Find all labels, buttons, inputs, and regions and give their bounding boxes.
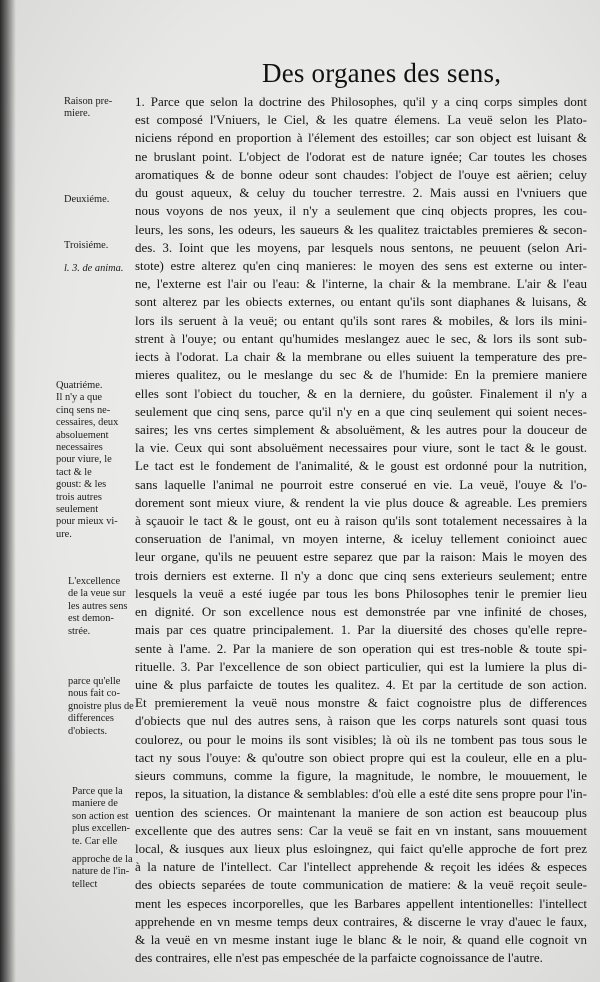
margin-note-line: differences — [68, 713, 114, 725]
binding-shadow — [0, 0, 16, 982]
text-line: lors ils seruent à la veuë; ou entant qu'ils sont rares & mobiles, & lors ils mini- — [135, 312, 587, 328]
margin-note-line: parce qu'elle — [68, 676, 121, 687]
margin-note-3 — [64, 240, 108, 252]
margin-note-line: Parce que la — [72, 786, 123, 797]
margin-note-line: pour mieux vi- — [56, 516, 118, 528]
margin-note-line: L'excellence — [68, 576, 121, 587]
margin-note-line: miere. — [64, 108, 91, 120]
text-line: coulorez, ou pour le moins ils sont visibles; là où ils ne tombent pas tous sous le — [135, 731, 587, 747]
margin-note-line: nature de l'in- — [72, 866, 130, 878]
margin-note-8 — [72, 786, 130, 848]
margin-note-line: seulement — [56, 504, 99, 516]
margin-note-line: maniere de — [72, 798, 118, 810]
margin-note-line: tact & le — [56, 466, 92, 478]
text-line: excellente que des autres sens: Car la veuë se fait en vn instant, sans mouuement — [135, 822, 587, 838]
margin-note-7 — [68, 676, 134, 738]
text-line: local, & iusques aux lieux plus esloingnez, qui faict qu'elle approche de fort prez — [135, 840, 587, 856]
margin-note-line: goust: & les — [56, 479, 107, 491]
margin-note-line: tellect — [72, 878, 98, 890]
text-line: ne bruslant point. L'object de l'odorat est de nature ignée; Car toutes les choses — [135, 148, 587, 164]
margin-note-1 — [64, 96, 112, 121]
text-line: d'obiects que nul des autres sens, à raison que les corps naturels sont quasi tous — [135, 713, 587, 729]
margin-note-line: trois autres — [56, 491, 102, 503]
margin-note-line: approche de la — [72, 854, 133, 865]
text-line: des. 3. Ioint que les moyens, par lesquels nous sentons, ne peuuent (selon Ari- — [135, 239, 587, 255]
text-line: sieurs communs, comme la figure, la magnitude, le nombre, le mouuement, le — [135, 768, 587, 784]
margin-note-line: l. 3. de anima. — [64, 263, 124, 274]
margin-note-line: cessaires, deux — [56, 417, 119, 429]
margin-note-line: les autres sens — [68, 600, 128, 612]
margin-note-line: necessaires — [56, 442, 103, 454]
margin-note-line: gnoistre plus de — [68, 700, 134, 712]
text-line: uine & plus parfaicte de toutes les qualitez. 4. Et par la certitude de son action. — [135, 677, 587, 692]
running-header: Des organes des sens, — [262, 58, 502, 88]
text-line: seulement que cinq sens, parce qu'il n'y en a que cinq seulement qui soient neces- — [135, 403, 587, 419]
margin-note-line: cinq sens ne- — [56, 404, 111, 416]
margin-note-6 — [68, 576, 127, 638]
margin-note-line: d'obiects. — [68, 725, 108, 737]
text-line: à sçauoir le tact & le goust, ont eu à raison qu'ils sont totalement necessaires à la — [135, 513, 587, 529]
margin-note-line: nous fait co- — [68, 688, 120, 700]
text-line: ment les especes incorporelles, que les Barbares appellent intentionelles: l'intellect — [135, 895, 587, 911]
margin-note-line: Il n'y a que — [56, 392, 103, 404]
margin-note-9 — [72, 854, 133, 891]
text-line: Et premierement la veuë nous monstre & faict cognoistre plus de differences — [135, 695, 587, 711]
text-line: lesquels la veuë a esté iugée par tous les bons Philosophes tenir le premier lieu — [135, 585, 587, 601]
text-line: nous voyons de nos yeux, il n'y a seulement que cinq objects propres, les cou- — [135, 203, 587, 219]
text-line: ne, l'externe est l'air ou l'eau: & l'interne, la chair & la membrane. L'air & l'eau — [135, 276, 587, 292]
margin-note-line: pour viure, le — [56, 454, 112, 466]
text-line: dorement sont mieux viure, & rendent la vie plus douce & agreable. Les premiers — [135, 494, 587, 510]
text-line: sente à l'ame. 2. Par la maniere de son operation qui est tres-noble & toute spi- — [135, 640, 587, 656]
margin-note-line: de la veue sur — [68, 588, 126, 600]
text-line: repos, la situation, la distance & semblables: d'où elle a esté dite sens propre pour l'in- — [135, 786, 587, 802]
text-line: sans laquelle l'animal ne pourroit estre conserué en vie. La veuë, l'ouye & l'o- — [135, 476, 587, 492]
text-line: trois derniers est externe. Il n'y a donc que cinq sens exterieurs seulement; entre — [135, 567, 587, 583]
text-line: aromatiques & de bonne odeur sont chaudes: l'object de l'ouye est aërien; celuy — [135, 166, 587, 182]
text-line: du goust aqueux, & celuy du toucher terrestre. 2. Mais aussi en l'vniuers que — [135, 185, 587, 201]
text-line: uention des sciences. Or maintenant la maniere de son action est beaucoup plus — [135, 804, 587, 820]
margin-note-line: plus excellen- — [72, 823, 130, 835]
main-text-block — [135, 93, 587, 968]
text-line: strent à l'ouye; ou entant qu'humides meslangez auec le sec, & lors ils sont sub- — [135, 330, 587, 346]
margin-note-5 — [56, 380, 118, 541]
margin-note-line: absoluement — [56, 429, 109, 441]
text-line: tact ny sous l'ouye: & qu'outre son obiect propre qui est la couleur, elle en a plu- — [135, 749, 587, 765]
margin-note-line: te. Car elle — [72, 835, 118, 847]
margin-note-line: son action est — [72, 810, 129, 822]
text-line: sont alterez par les obiects externes, ou entant qu'ils sont diaphanes & luisans, & — [135, 294, 587, 310]
text-line: des obiects separées de toute communication de matiere: & la veuë reçoit seule- — [135, 877, 587, 893]
text-line: conseruation de l'animal, vn moyen interne, & iceluy tellement conioinct auec — [135, 531, 587, 547]
margin-note-2 — [64, 194, 109, 206]
text-line: iects à l'odorat. La chair & la membrane ou elles suiuent la temperature des pre- — [135, 349, 587, 365]
margin-note-line: Deuxiéme. — [64, 194, 110, 205]
text-line: elles sont l'obiect du toucher, & en la derniere, du goûster. Finalement il n'y a — [135, 385, 587, 401]
text-line: à la nature de l'intellect. Car l'intellect apprehende & reçoit les idées & especes — [135, 859, 587, 875]
text-line: Le tact est le fondement de l'animalité, & le goust est ordonné pour la nutrition, — [135, 458, 587, 474]
margin-note-line: Raison pre- — [64, 96, 113, 107]
text-line: stote) estre alterez qu'en cinq manieres: le moyen des sens est externe ou inter- — [135, 257, 587, 273]
margin-note-line: ure. — [56, 528, 72, 540]
text-line: des contraires, elle n'est pas empeschée de la parfaicte cognoissance de l'autre. — [135, 950, 543, 966]
text-line: niciens répond en proportion à l'élement des estoilles; car son object est luisant & — [135, 130, 587, 146]
text-line: & la veuë en vn mesme instant iuge le blanc & le noir, & quand elle cognoit vn — [135, 932, 587, 948]
text-line: rituelle. 3. Par l'excellence de son obiect particulier, qui est la lumiere la plus di- — [135, 658, 587, 674]
text-line: la vie. Ceux qui sont absoluëment necessaires pour viure, sont le tact & le goust. — [135, 440, 587, 456]
text-line: en dignité. Or son excellence nous est demonstrée par vne infinité de choses, — [135, 604, 587, 620]
text-line: mais par ces quatre principalement. 1. Par la diuersité des choses qu'elle repre- — [135, 622, 587, 638]
margin-note-line: Quatriéme. — [56, 380, 103, 391]
margin-note-line: strée. — [68, 625, 91, 637]
text-line: leur organe, qu'ils ne peuuent estre separez que par la raison: Mais le moyen des — [135, 549, 587, 565]
text-line: 1. Parce que selon la doctrine des Philosophes, qu'il y a cinq corps simples dont — [135, 94, 587, 109]
text-line: saires; les vns certes simplement & absoluëment, & les autres pour la douceur de — [135, 421, 587, 437]
text-line: est composé l'Vniuers, le Ciel, & les quatre élemens. La veuë selon les Plato- — [135, 112, 587, 128]
text-line: leurs, les sons, les odeurs, les saueurs & les qualitez traictables premieres & secon- — [135, 221, 587, 237]
text-line: mieres qualitez, ou le meslange du sec & de l'humide: En la premiere maniere — [135, 367, 587, 383]
margin-note-line: est demon- — [68, 613, 114, 625]
margin-note-4 — [64, 263, 123, 275]
text-line: apprehende en vn mesme temps deux contraires, & discerne le vray d'auec le faux, — [135, 913, 587, 929]
margin-note-line: Troisiéme. — [64, 240, 109, 251]
